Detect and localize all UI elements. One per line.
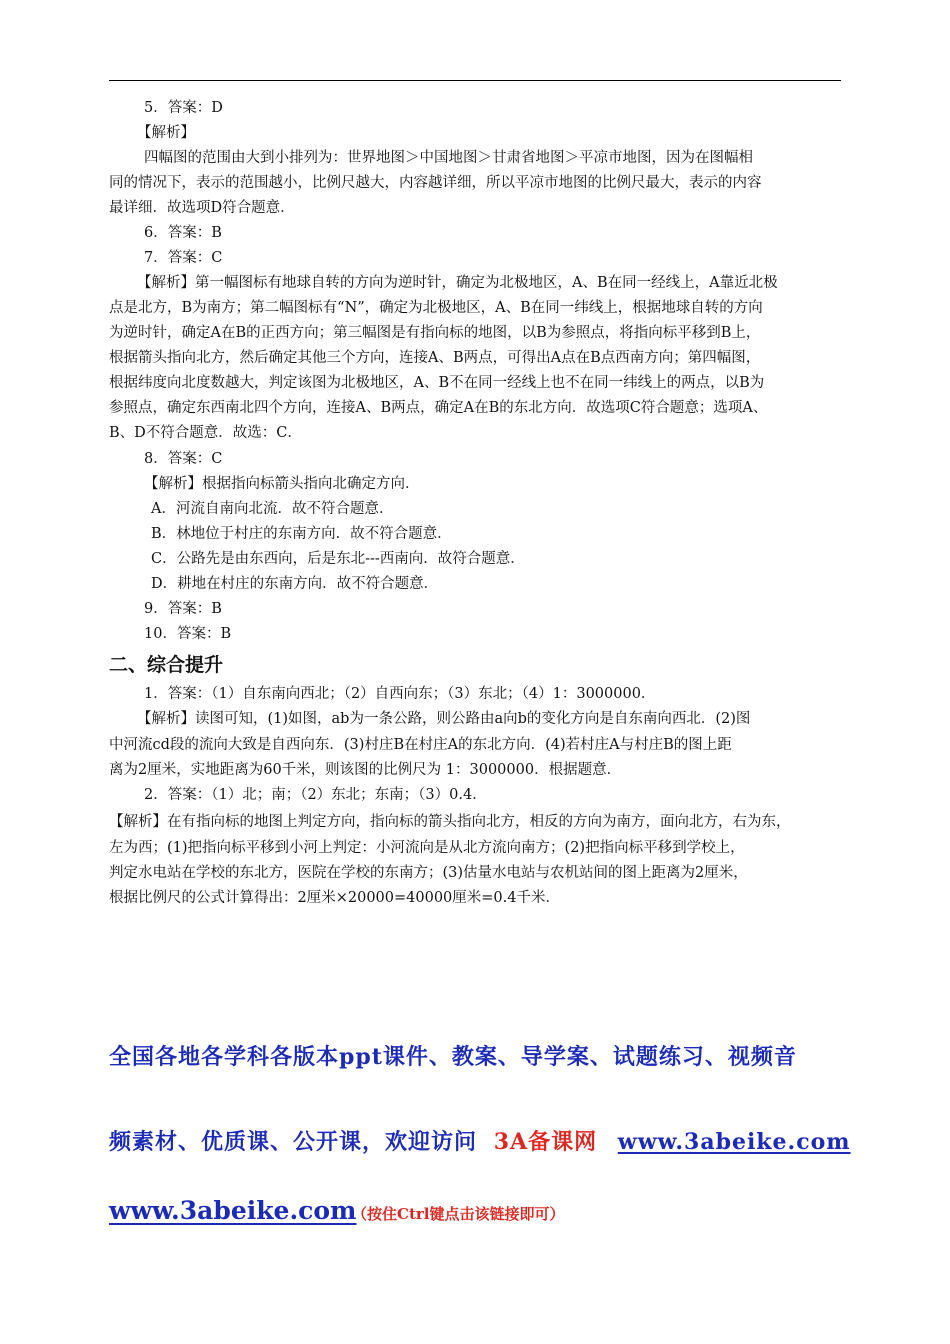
paragraph-line: 根据比例尺的公式计算得出：2厘米×20000=40000厘米=0.4千米． [109, 890, 560, 906]
paragraph-line: 根据箭头指向北方，然后确定其他三个方向，连接A、B两点，可得出A点在B点西南方向；第四幅图， [109, 350, 761, 366]
answer-10: 10．答案：B [144, 626, 232, 642]
promo-line-2 [109, 1125, 851, 1156]
answer-5: 5．答案：D [144, 100, 223, 116]
paragraph-line: 根据纬度向北度数越大，判定该图为北极地区，A、B不在同一经线上也不在同一纬线上的两点，以B为 [109, 375, 765, 391]
paragraph-line: B、D不符合题意．故选：C． [109, 425, 302, 441]
paragraph-line: 【解析】根据指向标箭头指向北确定方向． [144, 476, 420, 492]
footer-site-link[interactable]: www.3abeike.com [109, 1196, 357, 1225]
option-b: B．林地位于村庄的东南方向．故不符合题意． [151, 526, 452, 542]
paragraph-line: 左为西；(1)把指向标平移到小河上判定：小河流向是从北方流向南方；(2)把指向标平移到学校上， [109, 840, 745, 856]
answer-9: 9．答案：B [144, 601, 222, 617]
answer-6: 6．答案：B [144, 225, 222, 241]
option-d: D．耕地在村庄的东南方向．故不符合题意． [151, 576, 439, 592]
analysis-label: 【解析】 [137, 125, 195, 141]
answer-8: 8．答案：C [144, 451, 223, 467]
answer-s2-2: 2．答案：（1）北；南；（2）东北；东南；（3）0.4． [144, 787, 487, 803]
promo-line-1: 全国各地各学科各版本ppt课件、教案、导学案、试题练习、视频音 [109, 1044, 797, 1070]
answer-s2-1: 1．答案：（1）自东南向西北；（2）自西向东；（3）东北；（4）1：3000000． [144, 686, 656, 702]
paragraph-line: 【解析】第一幅图标有地球自转的方向为逆时针，确定为北极地区，A、B在同一经线上，A靠近北极 [137, 275, 778, 291]
promo-line-2-prefix: 频素材、优质课、公开课，欢迎访问 [109, 1129, 478, 1155]
option-a: A．河流自南向北流．故不符合题意． [151, 501, 394, 517]
footer-hint: （按住Ctrl键点击该链接即可） [352, 1205, 565, 1223]
paragraph-line: 【解析】在有指向标的地图上判定方向，指向标的箭头指向北方，相反的方向为南方，面向北方，右为东， [109, 814, 791, 830]
paragraph-line: 参照点，确定东西南北四个方向，连接A、B两点，确定A在B的东北方向．故选项C符合题意；选项A、 [109, 400, 768, 416]
section-heading: 二、综合提升 [109, 654, 224, 676]
promo-site-name: 3A备课网 [493, 1129, 598, 1155]
paragraph-line: 四幅图的范围由大到小排列为：世界地图＞中国地图＞甘肃省地图＞平凉市地图，因为在图幅相 [144, 150, 753, 166]
header-rule [109, 80, 841, 81]
paragraph-line: 中河流cd段的流向大致是自西向东．(3)村庄B在村庄A的东北方向．(4)若村庄A与村庄B的图上距 [109, 737, 732, 753]
answer-7: 7．答案：C [144, 250, 223, 266]
paragraph-line: 为逆时针，确定A在B的正西方向；第三幅图是有指向标的地图，以B为参照点，将指向标平移到B上， [109, 325, 761, 341]
paragraph-line: 【解析】读图可知，(1)如图，ab为一条公路，则公路由a向b的变化方向是自东南向西北．(2)图 [137, 711, 751, 727]
option-c: C．公路先是由东西向，后是东北---西南向．故符合题意． [151, 551, 525, 567]
paragraph-line: 同的情况下，表示的范围越小，比例尺越大，内容越详细，所以平凉市地图的比例尺最大，表示的内容 [109, 175, 762, 191]
paragraph-line: 最详细．故选项D符合题意． [109, 200, 295, 216]
paragraph-line: 判定水电站在学校的东北方，医院在学校的东南方；(3)估量水电站与农机站间的图上距离为2厘米， [109, 865, 748, 881]
paragraph-line: 离为2厘米，实地距离为60千米，则该图的比例尺为 1：3000000．根据题意． [109, 762, 622, 778]
paragraph-line: 点是北方，B为南方；第二幅图标有“N”，确定为北极地区，A、B在同一纬线上，根据地球自转的方向 [109, 300, 763, 316]
promo-site-link[interactable]: www.3abeike.com [617, 1129, 851, 1155]
